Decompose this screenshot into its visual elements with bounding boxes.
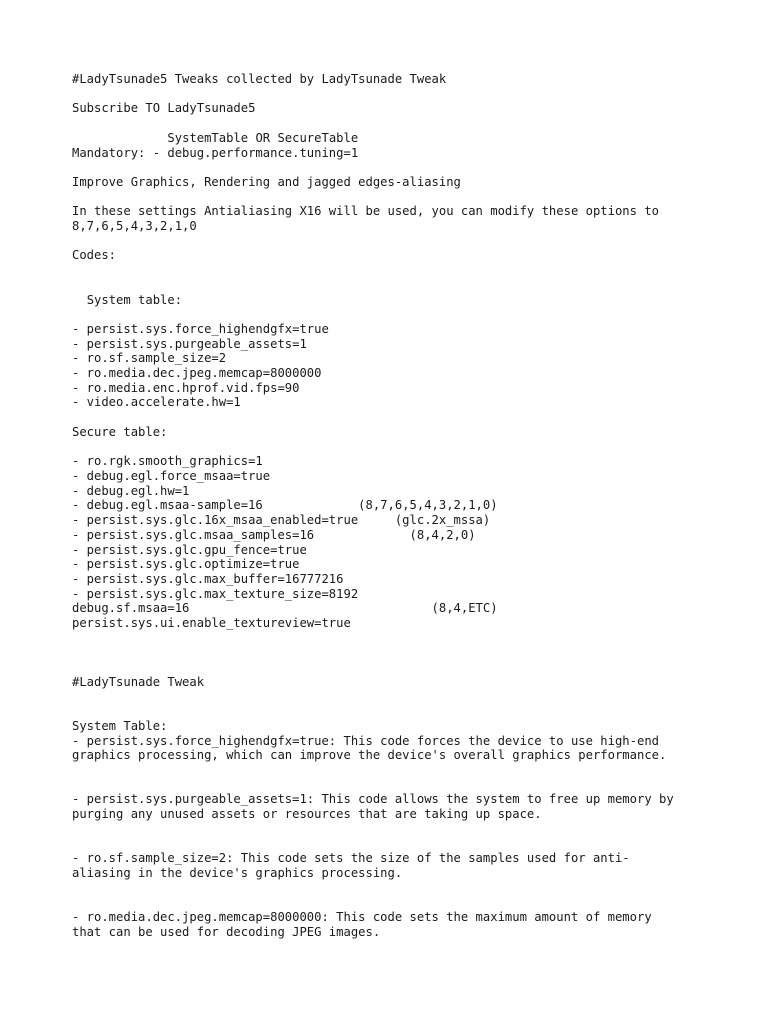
document-body: #LadyTsunade5 Tweaks collected by LadyTsunade Tweak Subscribe TO LadyTsunade5 SystemTable OR SecureTable Mandatory: - debug.performance.tuning=1 Improve Graphics, Rendering and jagged edges-aliasing In these settings Antialiasing X16 will be used, you can modify these options to 8,7,6,5,4,3,2,1,0 Codes: System table: - persist.sys.force_highendgfx=true - persist.sys.purgeable_assets=1 - ro.sf.sample_size=2 - ro.media.dec.jpeg.memcap=8000000 - ro.media.enc.hprof.vid.fps=90 - video.accelerate.hw=1 Secure table: - ro.rgk.smooth_graphics=1 - debug.egl.force_msaa=true - debug.egl.hw=1 - debug.egl.msaa-sample=16 (8,7,6,5,4,3,2,1,0) - persist.sys.glc.16x_msaa_enabled=true (glc.2x_mssa) - persist.sys.glc.msaa_samples=16 (8,4,2,0) - persist.sys.glc.gpu_fence=true - persist.sys.glc.optimize=true - persist.sys.glc.max_buffer=16777216 - persist.sys.glc.max_texture_size=8192 debug.sf.msaa=16 (8,4,ETC) persist.sys.ui.enable_textureview=true #LadyTsunade Tweak System Table: - persist.sys.force_highendgfx=true: This code forces the device to use high-end graphics processing, which can improve the device's overall graphics performance. - persist.sys.purgeable_assets=1: This code allows the system to free up memory by purging any unused assets or resources that are taking up space. - ro.sf.sample_size=2: This code sets the size of the samples used for anti- aliasing in the device's graphics processing. - ro.media.dec.jpeg.memcap=8000000: This code sets the maximum amount of memory that can be used for decoding JPEG images. xyxy=(72,72,674,939)
